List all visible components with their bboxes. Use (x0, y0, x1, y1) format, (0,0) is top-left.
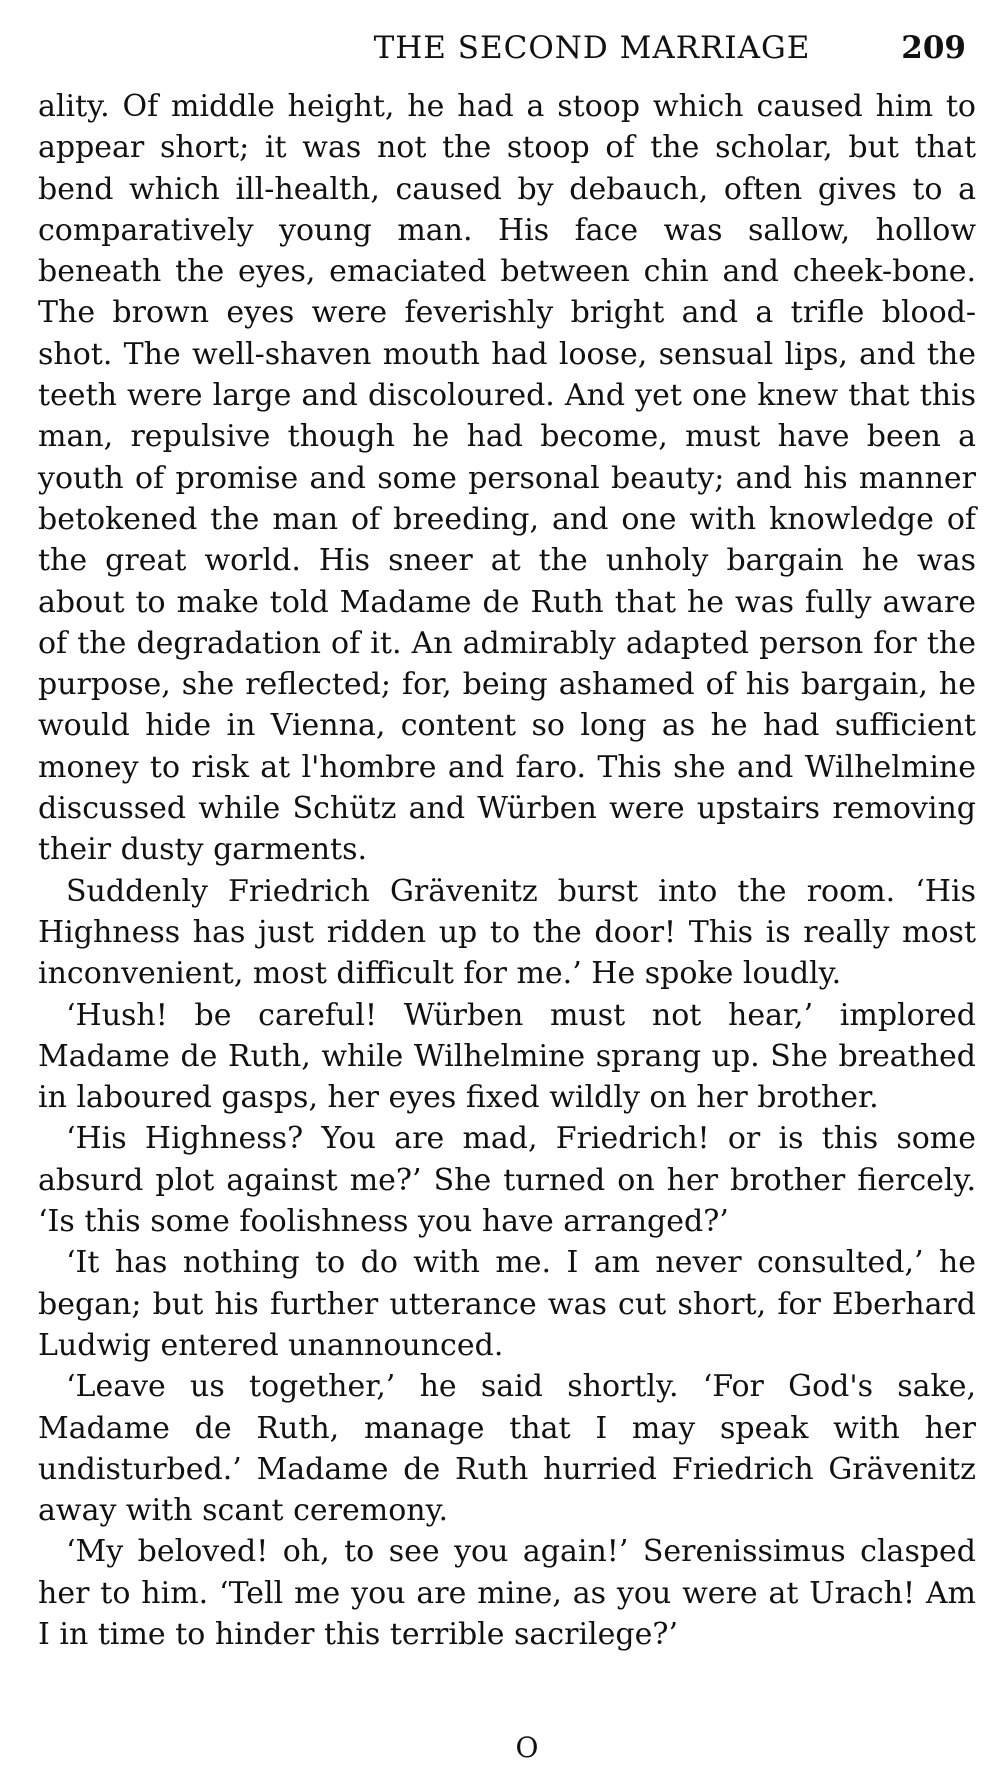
page-number: 209 (901, 30, 966, 66)
signature-mark: O (515, 1731, 539, 1764)
paragraph: ‘My beloved! oh, to see you again!’ Serenissimus clasped her to him. ‘Tell me you are mine, as you were at Urach! Am I in time to hinder this terrible sacrilege?’ (38, 1534, 976, 1652)
book-page (38, 24, 976, 1764)
paragraph: ‘Hush! be careful! Würben must not hear,’ implored Madame de Ruth, while Wilhelmine sprang up. She breathed in laboured gasps, her eyes fixed wildly on her brother. (38, 997, 976, 1116)
paragraph: ality. Of middle height, he had a stoop which caused him to appear short; it was not the stoop of the scholar, but that bend which ill-health, caused by debauch, often gives to a comparatively young man. His face was sallow, hollow beneath the eyes, emaciated between chin and cheek-bone. The brown eyes were feverishly bright and a trifle blood-shot. The well-shaven mouth had loose, sensual lips, and the teeth were large and discoloured. And yet one knew that this man, repulsive though he had become, must have been a youth of promise and some personal beauty; and his manner betokened the man of breeding, and one with knowledge of the great world. His sneer at the unholy bargain he was about to make told Madame de Ruth that he was fully aware of the degradation of it. An admirably adapted person for the purpose, she reflected; for, being ashamed of his bargain, he would hide in Vienna, content so long as he had sufficient money to risk at l'hombre and faro. This she and Wilhelmine discussed while Schütz and Würben were upstairs removing their dusty garments. (38, 89, 976, 868)
text-body (38, 86, 976, 1655)
running-title: THE SECOND MARRIAGE (373, 30, 811, 66)
paragraph: Suddenly Friedrich Grävenitz burst into the room. ‘His Highness has just ridden up to the door! This is really most inconvenient, most difficult for me.’ He spoke loudly. (38, 873, 976, 992)
paragraph: ‘It has nothing to do with me. I am never consulted,’ he began; but his further utterance was cut short, for Eberhard Ludwig entered unannounced. (38, 1245, 976, 1363)
paragraph: ‘Leave us together,’ he said shortly. ‘For God's sake, Madame de Ruth, manage that I may speak with her undisturbed.’ Madame de Ruth hurried Friedrich Grävenitz away with scant ceremony. (38, 1369, 976, 1529)
running-head (38, 24, 976, 76)
paragraph: ‘His Highness? You are mad, Friedrich! or is this some absurd plot against me?’ She turned on her brother fiercely. ‘Is this some foolishness you have arranged?’ (38, 1121, 976, 1240)
